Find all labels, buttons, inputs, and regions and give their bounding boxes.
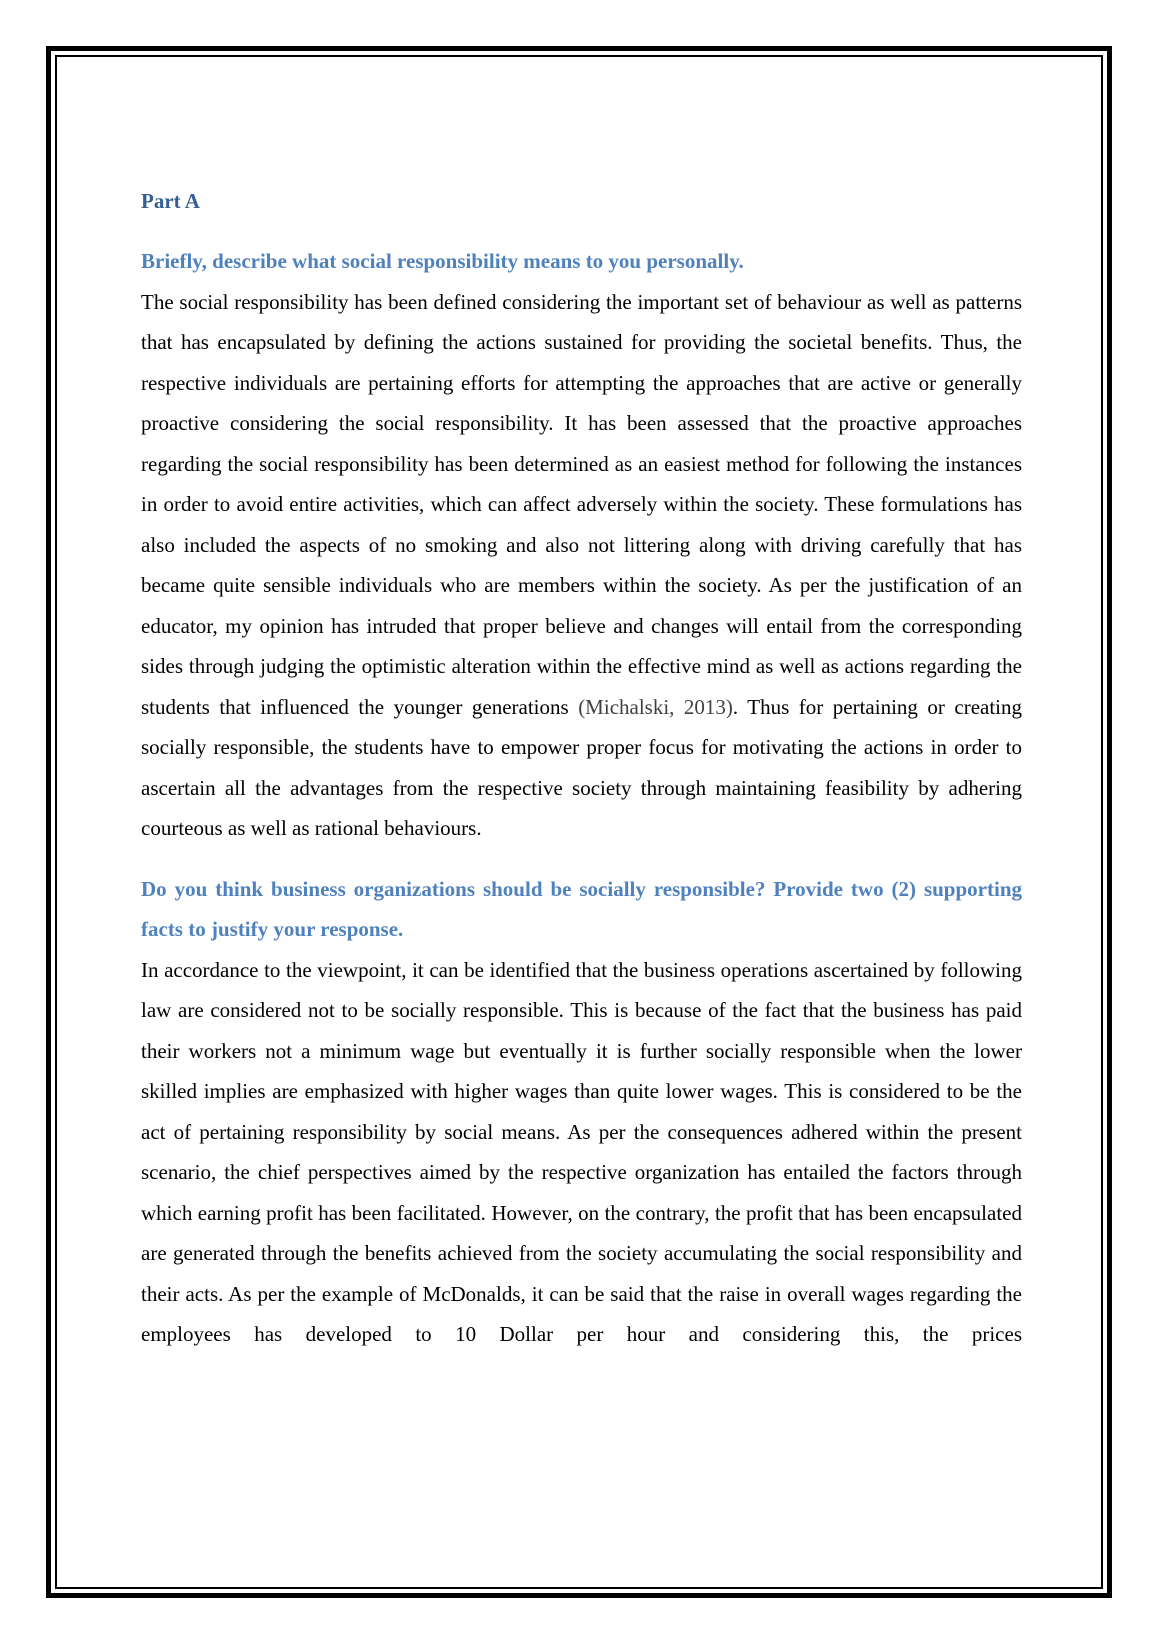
question-2: Do you think business organizations should be socially responsible? Provide two (2) supporting facts to justify your response. — [141, 876, 1022, 941]
answer-2-paragraph: In accordance to the viewpoint, it can be identified that the business operations ascertained by following law are considered not to be socially responsible. This is because of the fact that the business has paid their workers not a minimum wage but eventually it is further socially responsible when the lower skilled implies are emphasized with higher wages than quite lower wages. This is considered to be the act of pertaining responsibility by social means. As per the consequences adhered within the present scenario, the chief perspectives aimed by the respective organization has entailed the factors through which earning profit has been facilitated. However, on the contrary, the profit that has been encapsulated are generated through the benefits achieved from the society accumulating the social responsibility and their acts. As per the example of McDonalds, it can be said that the raise in overall wages regarding the employees has developed to 10 Dollar per hour and considering this, the prices — [141, 957, 1022, 1346]
question-1: Briefly, describe what social responsibility means to you personally. — [141, 249, 744, 273]
answer-1-text-a: The social responsibility has been defined considering the important set of behaviour as well as patterns that has encapsulated by defining the actions sustained for providing the societal benefits. Thus, the respective individuals are pertaining efforts for attempting the approaches that are active or generally proactive considering the social responsibility. It has been assessed that the proactive approaches regarding the social responsibility has been determined as an easiest method for following the instances in order to avoid entire activities, which can affect adversely within the society. These formulations has also included the aspects of no smoking and also not littering along with driving carefully that has became quite sensible individuals who are members within the society. As per the justification of an educator, my opinion has intruded that proper believe and changes will entail from the corresponding sides through judging the optimistic alteration within the effective mind as well as actions regarding the students that influenced the younger generations — [141, 289, 1022, 719]
part-heading: Part A — [141, 189, 200, 213]
answer-1-paragraph — [141, 282, 1022, 849]
document-content — [141, 181, 1022, 1355]
answer-1-text-b: . Thus for pertaining or creating socially responsible, the students have to empower proper focus for motivating the actions in order to ascertain all the advantages from the respective society through maintaining feasibility by adhering courteous as well as rational behaviours. — [141, 694, 1023, 840]
citation: (Michalski, 2013) — [578, 694, 733, 719]
